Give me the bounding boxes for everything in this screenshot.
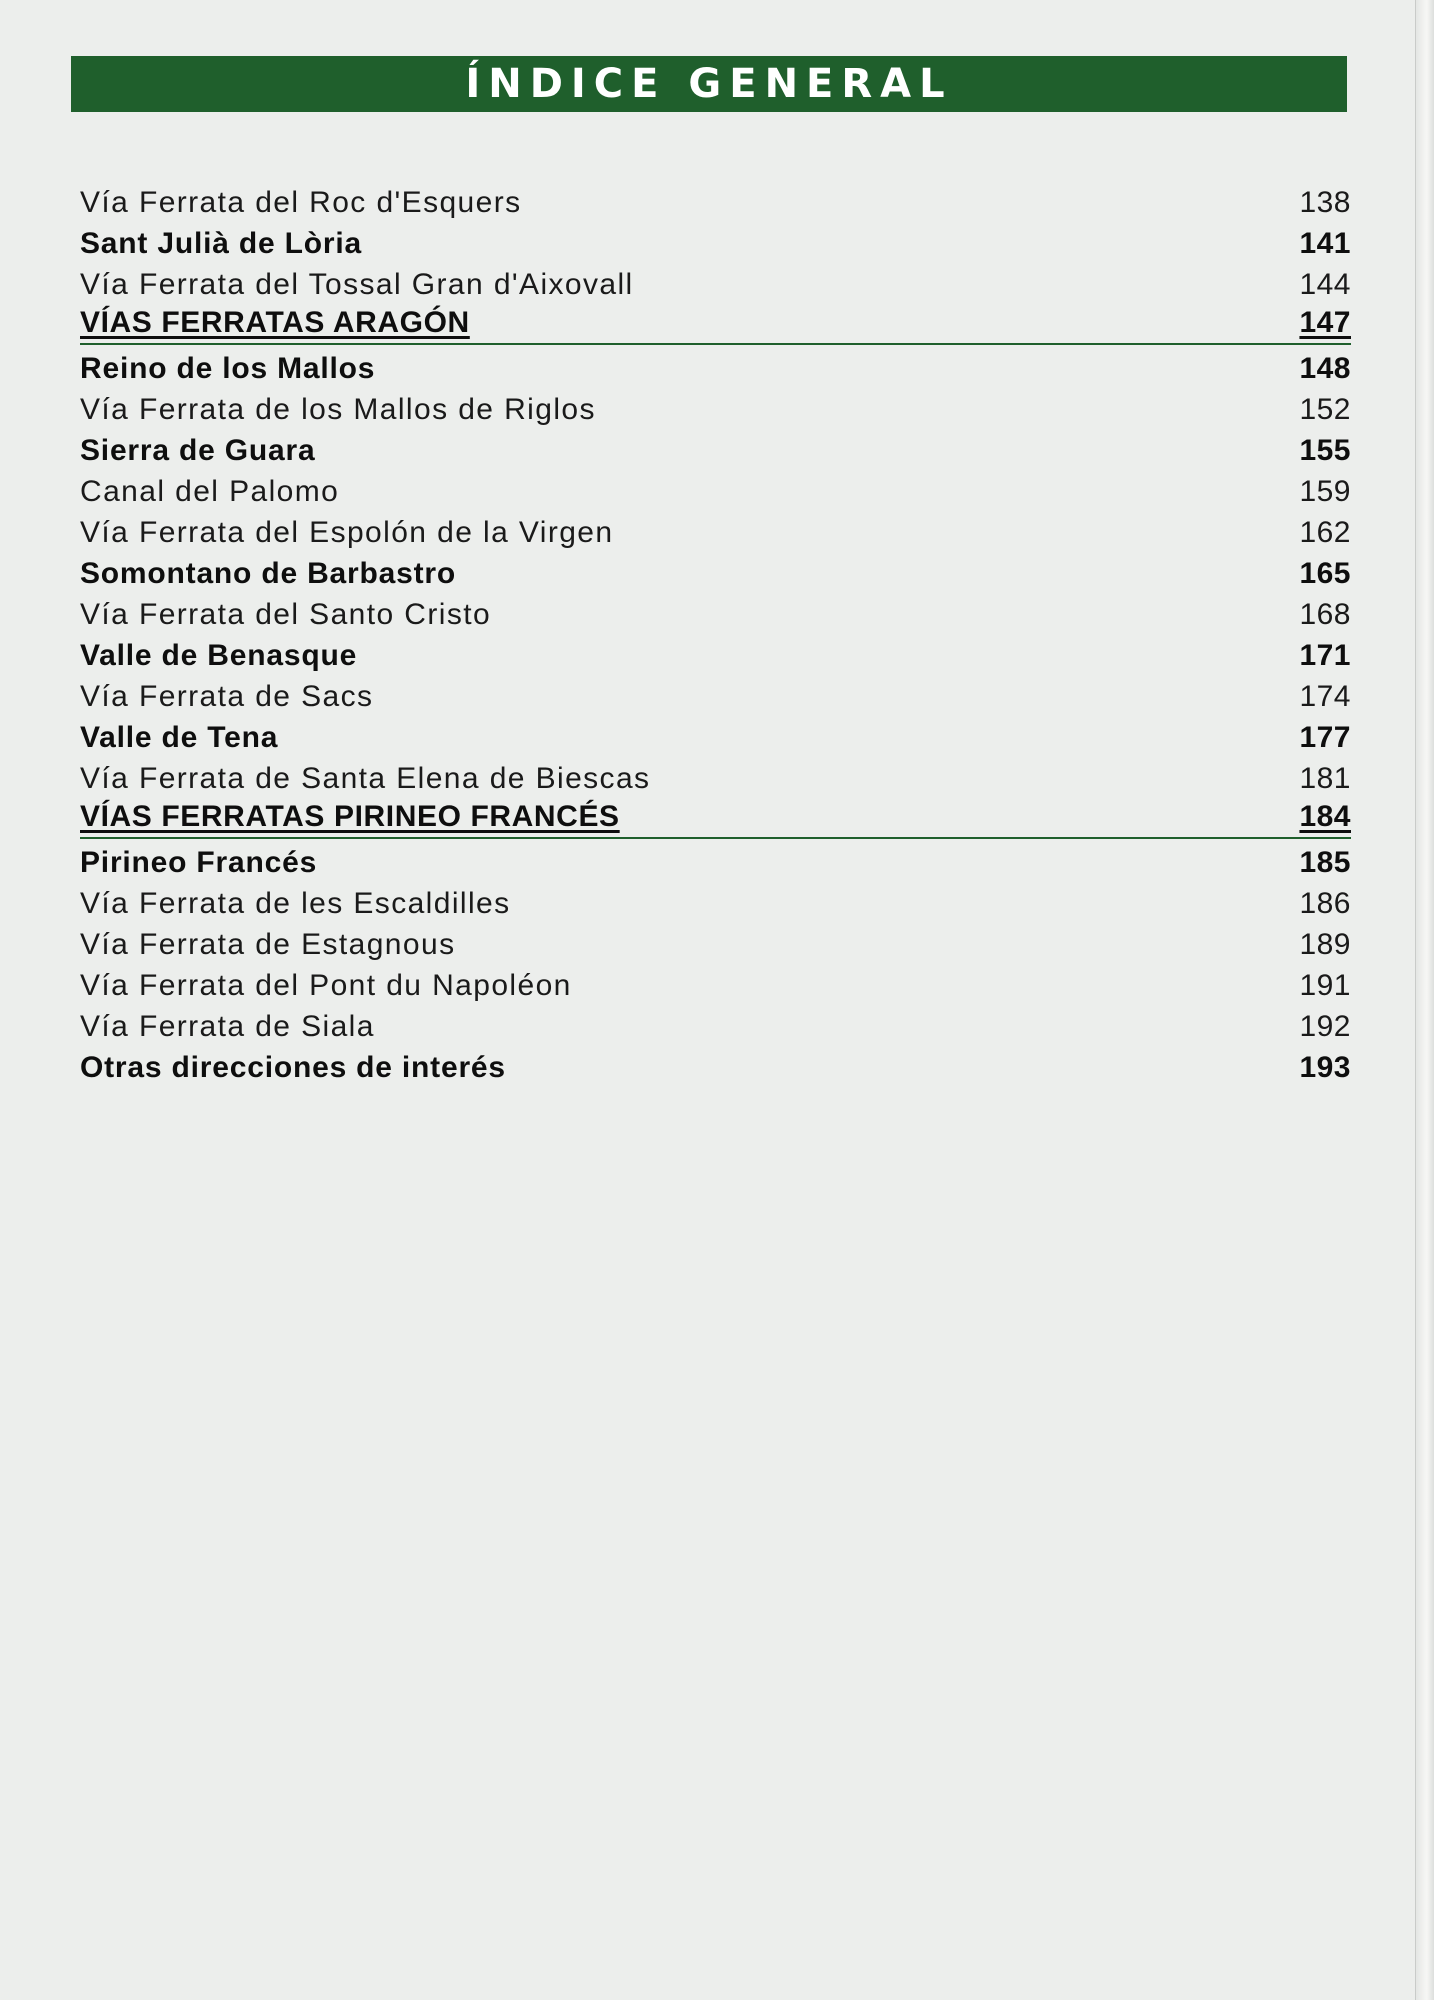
toc-area-heading[interactable] (80, 348, 1351, 389)
toc-section-heading[interactable] (80, 305, 1351, 345)
toc-entry[interactable] (80, 512, 1351, 553)
toc-area-heading[interactable] (80, 223, 1351, 264)
index-header-bar (71, 56, 1347, 112)
toc-area-heading[interactable] (80, 842, 1351, 883)
toc-entry[interactable] (80, 182, 1351, 223)
toc-area-heading[interactable] (80, 430, 1351, 471)
toc-entry-label: Vía Ferrata del Espolón de la Virgen (80, 516, 614, 549)
toc-entry-page: 162 (1299, 516, 1351, 549)
toc-entry[interactable] (80, 389, 1351, 430)
toc-entry-label: Vía Ferrata de Siala (80, 1010, 375, 1043)
toc-entry[interactable] (80, 264, 1351, 305)
toc-area-label: Valle de Tena (80, 721, 279, 754)
toc-entry-label: Vía Ferrata del Roc d'Esquers (80, 186, 522, 219)
page-edge (1415, 0, 1434, 2000)
toc-entry-page: 191 (1299, 969, 1351, 1002)
toc-area-label: Somontano de Barbastro (80, 557, 456, 590)
toc-entry-label: Vía Ferrata de Sacs (80, 680, 374, 713)
toc-section-heading[interactable] (80, 799, 1351, 839)
toc-area-heading[interactable] (80, 1047, 1351, 1088)
toc-entry-page: 186 (1299, 887, 1351, 920)
toc-area-page: 141 (1299, 227, 1351, 260)
toc-area-label: Reino de los Mallos (80, 352, 376, 385)
toc-entry[interactable] (80, 924, 1351, 965)
page-title: ÍNDICE GENERAL (465, 61, 953, 107)
toc-entry-page: 192 (1299, 1010, 1351, 1043)
toc-area-label: Valle de Benasque (80, 639, 358, 672)
toc-area-page: 193 (1299, 1051, 1351, 1084)
toc-entry[interactable] (80, 758, 1351, 799)
table-of-contents (80, 182, 1351, 1088)
toc-section-label: VÍAS FERRATAS ARAGÓN (80, 306, 470, 339)
toc-entry-page: 138 (1299, 186, 1351, 219)
toc-area-label: Sierra de Guara (80, 434, 316, 467)
toc-entry-label: Vía Ferrata de los Mallos de Riglos (80, 393, 596, 426)
toc-section-page: 184 (1299, 800, 1351, 833)
toc-area-page: 155 (1299, 434, 1351, 467)
toc-entry-label: Canal del Palomo (80, 475, 340, 508)
toc-entry[interactable] (80, 965, 1351, 1006)
toc-entry-page: 144 (1299, 268, 1351, 301)
toc-area-page: 177 (1299, 721, 1351, 754)
toc-entry-label: Vía Ferrata de Santa Elena de Biescas (80, 762, 651, 795)
toc-area-page: 165 (1299, 557, 1351, 590)
toc-entry[interactable] (80, 1006, 1351, 1047)
toc-area-label: Sant Julià de Lòria (80, 227, 362, 260)
toc-area-page: 185 (1299, 846, 1351, 879)
toc-entry-label: Vía Ferrata de les Escaldilles (80, 887, 511, 920)
toc-entry-page: 159 (1299, 475, 1351, 508)
toc-entry-page: 181 (1299, 762, 1351, 795)
toc-entry-page: 174 (1299, 680, 1351, 713)
toc-entry[interactable] (80, 471, 1351, 512)
toc-area-page: 148 (1299, 352, 1351, 385)
toc-section-page: 147 (1299, 306, 1351, 339)
toc-area-page: 171 (1299, 639, 1351, 672)
toc-area-heading[interactable] (80, 717, 1351, 758)
toc-entry[interactable] (80, 883, 1351, 924)
toc-entry[interactable] (80, 594, 1351, 635)
toc-entry-label: Vía Ferrata del Pont du Napoléon (80, 969, 572, 1002)
toc-section-label: VÍAS FERRATAS PIRINEO FRANCÉS (80, 800, 620, 833)
toc-entry[interactable] (80, 676, 1351, 717)
toc-entry-page: 152 (1299, 393, 1351, 426)
toc-area-label: Pirineo Francés (80, 846, 318, 879)
toc-entry-page: 168 (1299, 598, 1351, 631)
toc-entry-page: 189 (1299, 928, 1351, 961)
toc-area-heading[interactable] (80, 553, 1351, 594)
toc-entry-label: Vía Ferrata de Estagnous (80, 928, 456, 961)
toc-entry-label: Vía Ferrata del Tossal Gran d'Aixovall (80, 268, 634, 301)
toc-area-heading[interactable] (80, 635, 1351, 676)
toc-entry-label: Vía Ferrata del Santo Cristo (80, 598, 492, 631)
toc-area-label: Otras direcciones de interés (80, 1051, 506, 1084)
